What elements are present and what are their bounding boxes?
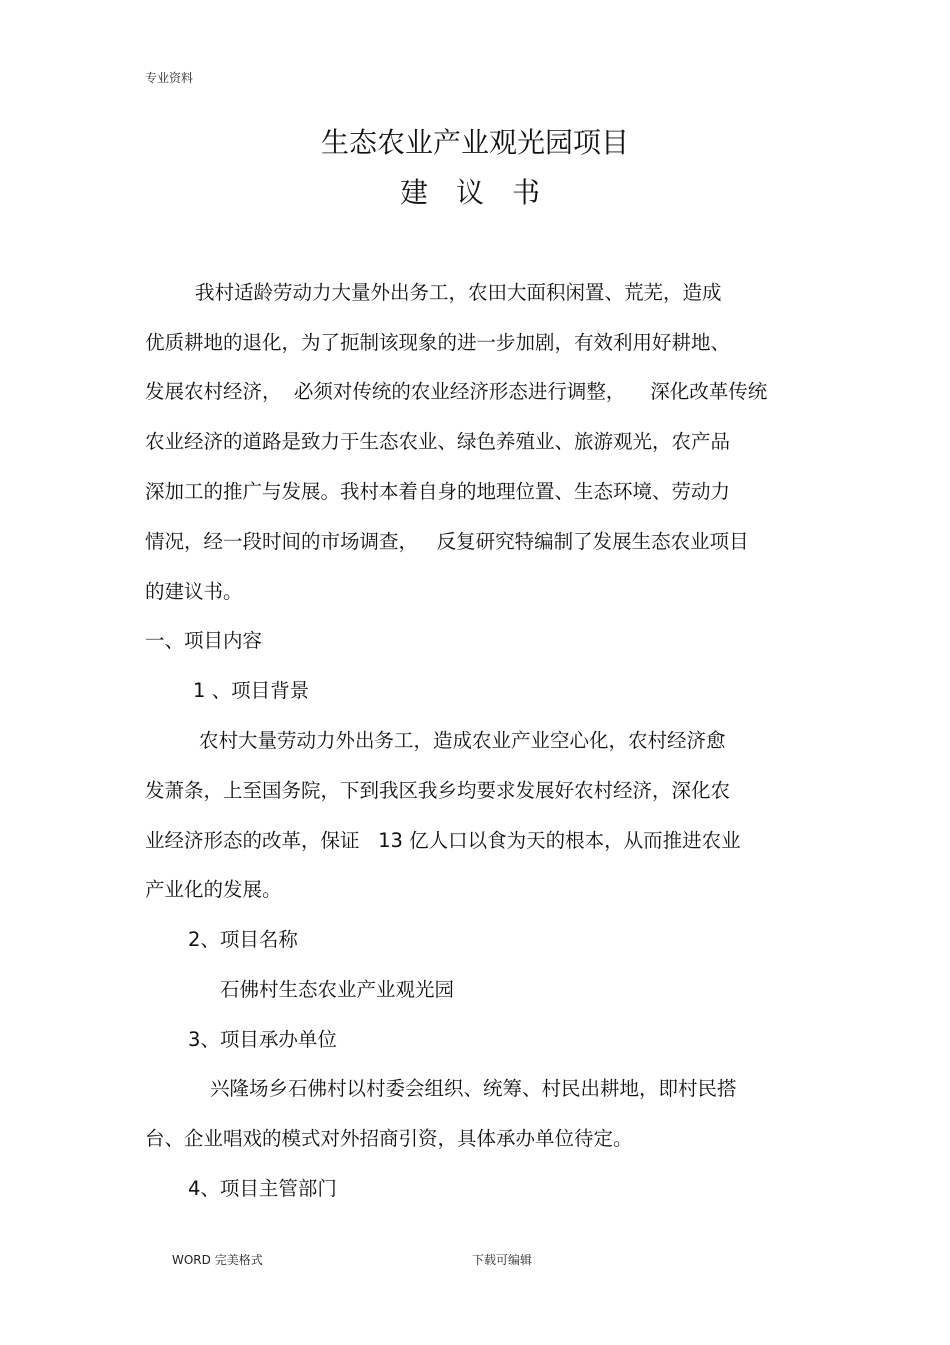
- project-name: 石佛村生态农业产业观光园: [220, 978, 455, 1001]
- header-label: 专业资料: [145, 71, 194, 85]
- body-line-10: 业经济形态的改革，保证 13 亿人口以食为天的根本，从而推进农业: [145, 829, 741, 852]
- footer-left-label: WORD 完美格式: [172, 1253, 263, 1267]
- body-line-6: 情况，经一段时间的市场调查， 反复研究特编制了发展生态农业项目: [145, 530, 749, 553]
- body-line-4: 农业经济的道路是致力于生态农业、绿色养殖业、旅游观光，农产品: [145, 430, 731, 453]
- subsection-heading-2: 2、项目名称: [188, 928, 298, 951]
- subsection-heading-1: 1 、项目背景: [193, 679, 310, 702]
- document-title: 生态农业产业观光园项目: [320, 126, 629, 159]
- subsection-heading-3: 3、项目承办单位: [188, 1028, 337, 1051]
- body-line-3: 发展农村经济， 必须对传统的农业经济形态进行调整， 深化改革传统: [145, 380, 768, 403]
- section-heading-1: 一、项目内容: [145, 629, 263, 652]
- body-line-2: 优质耕地的退化，为了扼制该现象的进一步加剧，有效利用好耕地、: [145, 331, 731, 354]
- document-subtitle: 建议书: [399, 176, 568, 209]
- body-line-8: 农村大量劳动力外出务工，造成农业产业空心化，农村经济愈: [199, 729, 726, 752]
- footer-right-label: 下载可编辑: [472, 1253, 533, 1267]
- body-line-7: 的建议书。: [145, 580, 243, 603]
- body-line-12: 兴隆场乡石佛村以村委会组织、统筹、村民出耕地，即村民搭: [210, 1077, 737, 1100]
- body-line-13: 台、企业唱戏的模式对外招商引资，具体承办单位待定。: [145, 1127, 633, 1150]
- body-line-1: 我村适龄劳动力大量外出务工，农田大面积闲置、荒芜，造成: [195, 281, 722, 304]
- body-line-11: 产业化的发展。: [145, 878, 282, 901]
- body-line-9: 发萧条，上至国务院，下到我区我乡均要求发展好农村经济，深化农: [145, 779, 731, 802]
- subsection-heading-4: 4、项目主管部门: [188, 1177, 337, 1200]
- body-line-5: 深加工的推广与发展。我村本着自身的地理位置、生态环境、劳动力: [145, 480, 731, 503]
